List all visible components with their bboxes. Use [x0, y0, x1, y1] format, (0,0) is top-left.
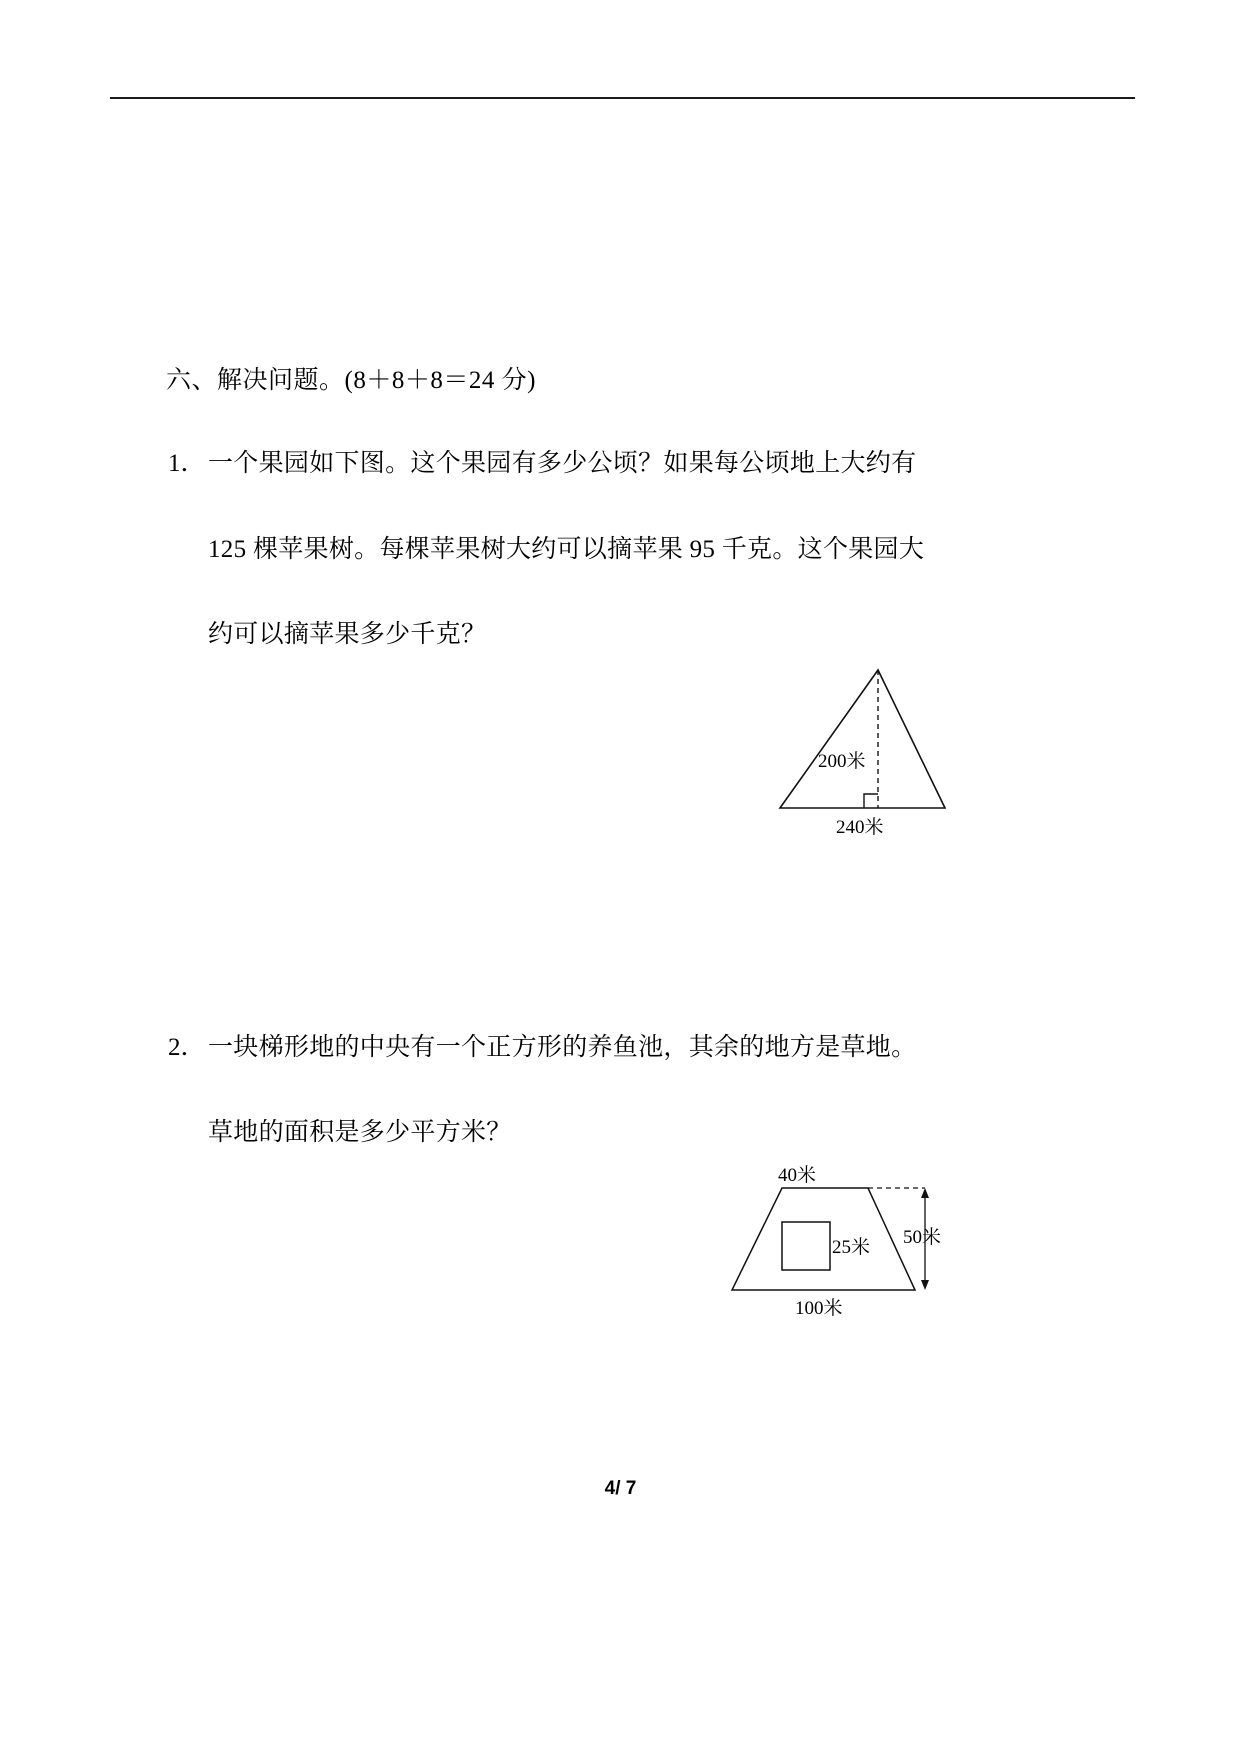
- triangle-height-label: 200米: [818, 751, 866, 772]
- square-side-label: 25米: [832, 1237, 871, 1258]
- section-heading: 六、解决问题。(8＋8＋8＝24 分): [166, 367, 536, 394]
- question-2-line-1: 一块梯形地的中央有一个正方形的养鱼池，其余的地方是草地。: [208, 1034, 917, 1061]
- figure-triangle: [770, 660, 970, 860]
- question-1-line-3: 约可以摘苹果多少千克？: [208, 621, 487, 648]
- trapezoid-height-label: 50米: [903, 1227, 942, 1248]
- triangle-base-label: 240米: [836, 817, 884, 838]
- trapezoid-bottom-label: 100米: [795, 1298, 843, 1319]
- question-1-line-2: 125 棵苹果树。每棵苹果树大约可以摘苹果 95 千克。这个果园大: [208, 536, 925, 563]
- question-2-number: 2．: [168, 1034, 206, 1061]
- header-divider: [110, 97, 1135, 99]
- figure-trapezoid: [720, 1150, 970, 1340]
- question-2-line-2: 草地的面积是多少平方米？: [208, 1119, 512, 1146]
- question-1-number: 1．: [168, 450, 206, 477]
- question-1-line-1: 一个果园如下图。这个果园有多少公顷？如果每公顷地上大约有: [208, 450, 917, 477]
- trapezoid-top-label: 40米: [778, 1165, 817, 1186]
- page-number: 4/ 7: [604, 1478, 637, 1499]
